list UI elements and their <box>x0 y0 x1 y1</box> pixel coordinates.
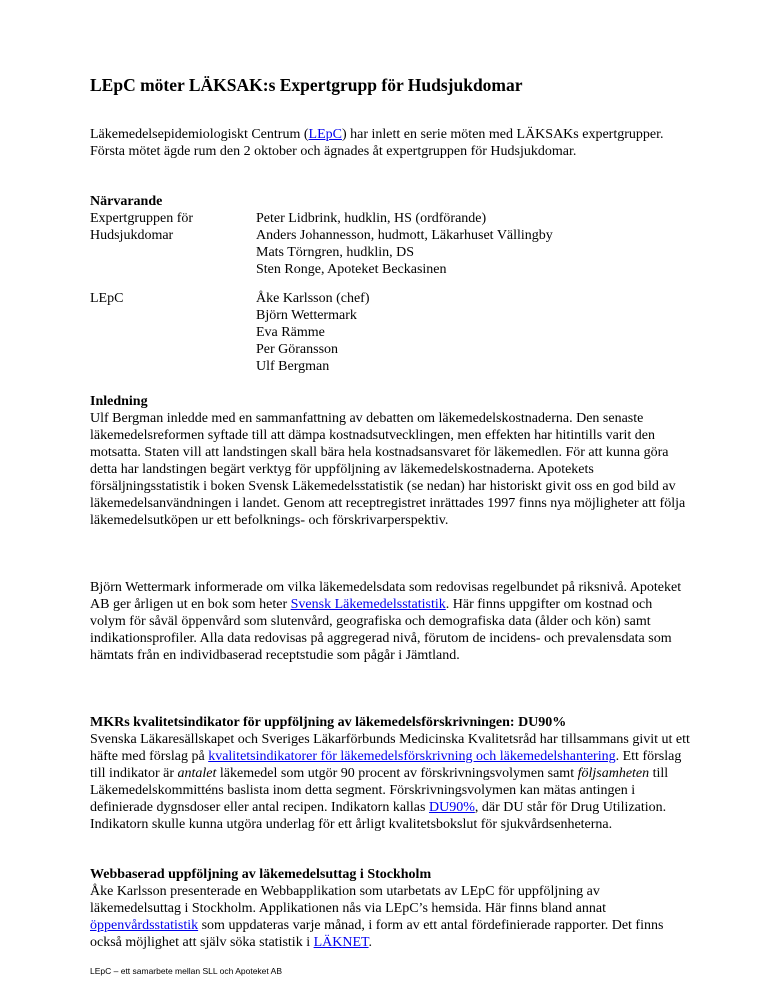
svensk-lakemedelsstatistik-link[interactable]: Svensk Läkemedelsstatistik <box>290 597 446 612</box>
attendee-name: Eva Rämme <box>256 325 325 340</box>
attendee-name: Björn Wettermark <box>256 308 357 323</box>
group-label: LEpC <box>90 291 124 306</box>
section-heading-web: Webbaserad uppföljning av läkemedelsuttag i Stockholm <box>90 867 432 882</box>
inledning-paragraph: Ulf Bergman inledde med en sammanfattning av debatten om läkemedelskostnaderna. Den senaste läkemedelsreformen syftade till att dämpa kostnadsutvecklingen, men effekten har hitintills varit den motsatta. Staten vill att landstingen skall bära hela kostnadsansvaret för läkemedlen. För att kunna göra detta har landstingen begärt verktyg för uppföljning av läkemedelskostnaderna. Apotekets försäljningsstatistik i boken Svensk Läkemedelsstatistik (se nedan) har historiskt givit oss en god bild av läkemedelsanvändningen i landet. Genom att receptregistret inrättades 1997 finns nya möjligheter att följa läkemedelsutköpen ur ett befolknings- och förskrivarperspektiv. <box>90 411 686 528</box>
oppenvardsstatistik-link[interactable]: öppenvårdsstatistik <box>90 918 199 933</box>
group-names <box>256 290 696 375</box>
attendee-name: Ulf Bergman <box>256 359 330 374</box>
attendee-name: Mats Törngren, hudklin, DS <box>256 245 415 260</box>
attendee-name: Åke Karlsson (chef) <box>256 291 370 306</box>
web-paragraph: Åke Karlsson presenterade en Webbapplikation som utarbetats av LEpC för uppföljning av läkemedelsuttag i Stockholm. Applikationen nås via LEpC’s hemsida. Här finns bland annat öppenvårdsstatistik som uppdateras varje månad, i form av ett antal fördefinierade rapporter. Det finns också möjlighet att själv söka statistik i LÄKNET. <box>90 884 664 950</box>
kvalitetsindikatorer-link[interactable]: kvalitetsindikatorer för läkemedelsförskrivning och läkemedelshantering <box>208 749 616 764</box>
du90-link[interactable]: DU90% <box>428 800 475 815</box>
attendee-name: Peter Lidbrink, hudklin, HS (ordförande) <box>256 211 487 226</box>
mkr-paragraph: Svenska Läkaresällskapet och Sveriges Läkarförbunds Medicinska Kvalitetsråd har tillsammans givit ut ett häfte med förslag på kvalitetsindikatorer för läkemedelsförskrivning och läkemedelshantering. Ett förslag till indikator är antalet läkemedel som utgör 90 procent av förskrivningsvolymen samt följsamheten till Läkemedelskommitténs baslista inom detta segment. Förskrivningsvolymen kan mätas antingen i definierade dygnsdoser eller antal recipen. Indikatorn kallas DU90%, där DU står för Drug Utilization. Indikatorn skulle kunna utgöra underlag för ett årligt kvalitetsbokslut för sjukvårdsenheterna. <box>90 732 690 832</box>
attendee-name: Anders Johannesson, hudmott, Läkarhuset Vällingby <box>256 228 553 243</box>
page-footer: LEpC – ett samarbete mellan SLL och Apoteket AB <box>90 966 282 976</box>
lepc-link[interactable]: LEpC <box>308 127 342 142</box>
document-title: LEpC möter LÄKSAK:s Expertgrupp för Hudsjukdomar <box>90 75 523 95</box>
attendees-heading: Närvarande <box>90 194 163 209</box>
intro-paragraph: Läkemedelsepidemiologiskt Centrum (LEpC) har inlett en serie möten med LÄKSAKs expertgrupper. Första mötet ägde rum den 2 oktober och ägnades åt expertgruppen för Hudsjukdomar. <box>90 127 664 159</box>
wettermark-paragraph: Björn Wettermark informerade om vilka läkemedelsdata som redovisas regelbundet på riksnivå. Apoteket AB ger årligen ut en bok som heter Svensk Läkemedelsstatistik. Här finns uppgifter om kostnad och volym för såväl öppenvård som slutenvård, geografiska och demografiska data (ålder och kön) samt indikationsprofiler. Alla data redovisas på aggregerad nivå, förutom de incidens- och prevalensdata som hämtats från en individbaserad receptstudie som pågår i Jämtland. <box>90 580 682 663</box>
group-names <box>256 210 696 278</box>
laknet-link[interactable]: LÄKNET <box>313 935 369 950</box>
section-heading-inledning: Inledning <box>90 394 148 409</box>
attendee-name: Sten Ronge, Apoteket Beckasinen <box>256 262 447 277</box>
group-label: Expertgruppen för Hudsjukdomar <box>90 211 194 243</box>
section-heading-mkr: MKRs kvalitetsindikator för uppföljning av läkemedelsförskrivningen: DU90% <box>90 715 567 730</box>
attendee-name: Per Göransson <box>256 342 339 357</box>
